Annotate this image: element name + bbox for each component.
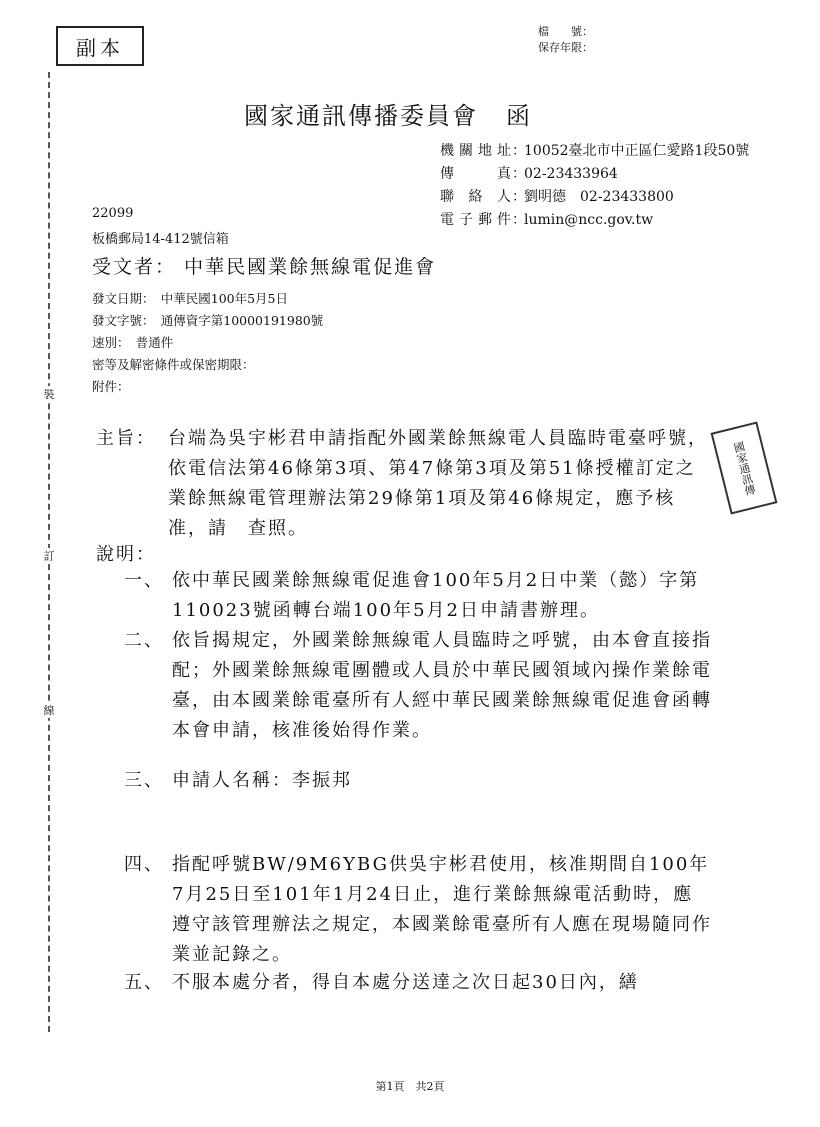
item-text: 依中華民國業餘無線電促進會100年5月2日中業（懿）字第110023號函轉台端100年5月2日申請書辦理。 <box>172 570 700 621</box>
fax-value: 02-23433964 <box>524 166 618 182</box>
issue-date: 發文日期： 中華民國100年5月5日 <box>92 291 289 306</box>
agency-name: 國家通訊傳播委員會 <box>244 102 478 130</box>
email-label: 電子郵件 <box>440 212 512 228</box>
explanation-label: 說明： <box>96 544 156 565</box>
document-meta <box>92 288 323 398</box>
item-number: 一、 <box>124 570 164 591</box>
document-title <box>244 96 532 131</box>
binding-char-xian: 線 <box>40 702 58 718</box>
page-footer: 第1頁 共2頁 <box>375 1080 445 1093</box>
item-text: 依旨揭規定，外國業餘無線電人員臨時之呼號，由本會直接指配；外國業餘無線電團體或人員於中華民國領域內操作業餘電臺，由本國業餘電臺所有人經中華民國業餘無線電促進會函轉本會申請，核准後始得作業。 <box>172 630 712 741</box>
address-value: 10052臺北市中正區仁愛路1段50號 <box>524 143 750 159</box>
document-type: 函 <box>506 102 532 130</box>
archive-retention-label: 保存年限： <box>538 41 593 54</box>
archive-info <box>527 24 593 56</box>
recipient-name: 中華民國業餘無線電促進會 <box>184 256 437 278</box>
contact-person-label: 聯絡人 <box>440 189 512 205</box>
item-number: 三、 <box>124 770 164 791</box>
item-number: 二、 <box>124 630 164 651</box>
fax-label: 傳真 <box>440 166 512 182</box>
secrecy-level: 密等及解密條件或保密期限： <box>92 357 255 372</box>
postal-box: 板橋郵局14-412號信箱 <box>92 232 229 247</box>
item-number: 四、 <box>124 854 164 875</box>
attachments: 附件： <box>92 379 130 394</box>
contact-block: 機關地址 ： 10052臺北市中正區仁愛路1段50號 傳真 ： 02-23433964 聯絡人 ： 劉明德 02-23433800 電子郵件 ： lumin@ncc.gov.tw <box>440 140 749 232</box>
address-label: 機關地址 <box>440 143 512 159</box>
issue-number: 發文字號： 通傳資字第10000191980號 <box>92 313 324 328</box>
explanation-item <box>124 968 716 998</box>
delivery-speed: 速別： 普通件 <box>92 335 174 350</box>
archive-number-label: 檔 號： <box>538 25 593 38</box>
contact-person-value: 劉明德 02-23433800 <box>524 189 674 205</box>
explanation-item <box>124 766 716 796</box>
stamp-line-1: 國家通訊傳 <box>731 439 757 497</box>
explanation-item <box>124 850 716 970</box>
explanation-item <box>124 626 716 746</box>
explanation-item <box>124 566 716 626</box>
recipient <box>92 252 436 279</box>
subject-label: 主旨： <box>96 428 156 449</box>
subject-text: 台端為吳宇彬君申請指配外國業餘無線電人員臨時電臺呼號，依電信法第46條第3項、第47條第3項及第51條授權訂定之業餘無線電管理辦法第29條第1項及第46條規定，應予核准，請 查照。 <box>168 428 708 539</box>
receipt-stamp <box>711 421 778 514</box>
postal-code: 22099 <box>92 206 134 221</box>
item-text: 申請人名稱：李振邦 <box>172 770 352 791</box>
copy-mark: 副本 <box>56 26 144 66</box>
binding-char-ding: 訂 <box>40 548 58 564</box>
recipient-label: 受文者： <box>92 256 177 278</box>
email-value: lumin@ncc.gov.tw <box>524 212 654 228</box>
item-text: 不服本處分者，得自本處分送達之次日起30日內，繕 <box>172 972 639 993</box>
item-text: 指配呼號BW/9M6YBG供吳宇彬君使用，核准期間自100年7月25日至101年1月24日止，進行業餘無線電活動時，應遵守該管理辦法之規定，本國業餘電臺所有人應在現場隨同作業並記錄之。 <box>172 854 712 965</box>
item-number: 五、 <box>124 972 164 993</box>
binding-char-zhuang: 裝 <box>40 386 58 402</box>
